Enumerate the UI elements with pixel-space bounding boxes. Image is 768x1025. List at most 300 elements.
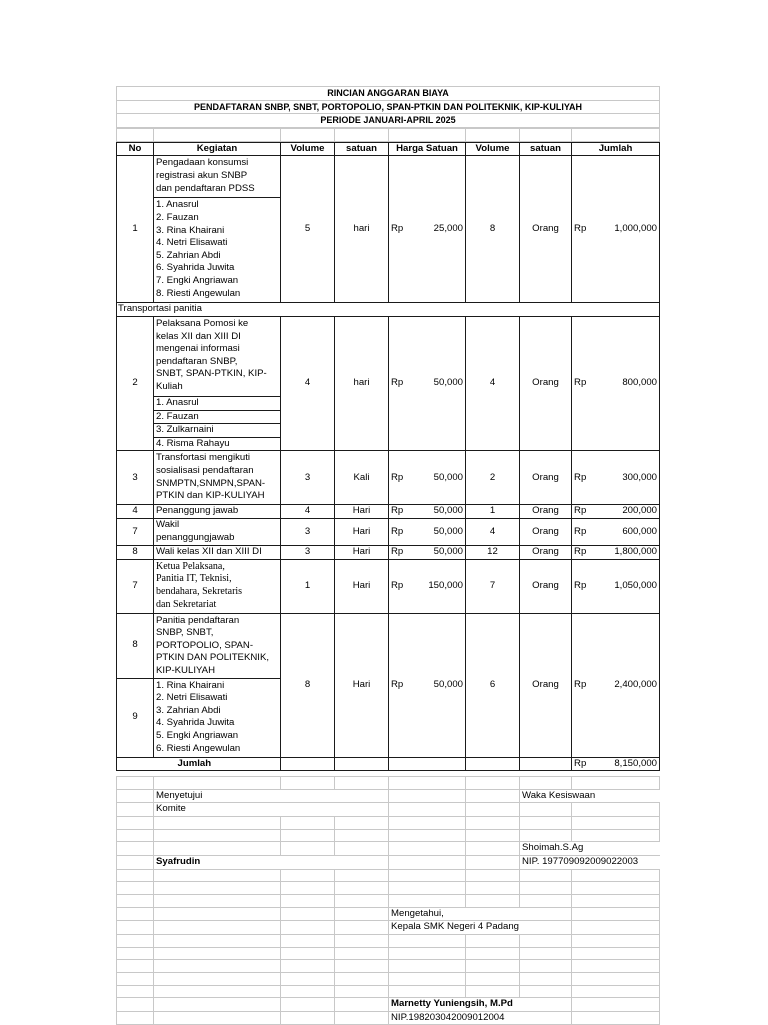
grid-cell — [520, 882, 572, 895]
title-block — [116, 86, 660, 128]
grid-cell — [281, 985, 335, 998]
activity-line: Ketua Pelaksana, — [156, 560, 225, 572]
row-satuan: Hari — [335, 613, 389, 757]
row-price: 50,000 — [407, 316, 466, 450]
grid-cell — [335, 907, 389, 921]
grid-cell — [335, 777, 389, 790]
grid-cell — [389, 882, 466, 895]
center-name: Marnetty Yuniengsih, M.Pd — [389, 998, 572, 1012]
grid-cell — [154, 947, 281, 960]
row-price-currency: Rp — [389, 613, 407, 757]
header-jumlah: Jumlah — [572, 142, 660, 156]
header-satuan-2: satuan — [520, 142, 572, 156]
total-currency: Rp — [572, 757, 592, 771]
name-item: 4. Syahrida Juwita — [156, 717, 235, 729]
row-total: 1,050,000 — [592, 559, 660, 613]
total-label: Jumlah — [154, 757, 281, 771]
left-title1: Menyetujui — [154, 789, 389, 803]
grid-cell — [335, 972, 389, 985]
grid-cell — [117, 998, 154, 1012]
grid-cell — [520, 947, 572, 960]
total-empty — [281, 757, 335, 771]
activity-line: dan pendaftaran PDSS — [156, 182, 255, 194]
grid-cell — [572, 803, 660, 817]
grid-cell — [520, 803, 572, 817]
spacer-cell — [117, 128, 154, 141]
grid-cell — [389, 985, 466, 998]
center-title2: Kepala SMK Negeri 4 Padang — [389, 921, 572, 935]
grid-cell — [117, 855, 154, 869]
grid-cell — [520, 972, 572, 985]
name-item: 4. Risma Rahayu — [154, 437, 280, 451]
activity-line: SNMPTN,SNMPN,SPAN- — [156, 477, 266, 489]
header-kegiatan: Kegiatan — [154, 142, 281, 156]
grid-cell — [335, 817, 389, 830]
grid-cell — [117, 921, 154, 935]
row-price-currency: Rp — [389, 156, 407, 303]
right-nip: NIP. 197709092009022003 — [520, 855, 660, 869]
grid-cell — [281, 998, 335, 1012]
signature-row — [117, 882, 660, 895]
table-row — [117, 505, 660, 519]
row-activity — [154, 613, 281, 678]
spacer-cell — [389, 128, 466, 141]
row-number: 3 — [117, 451, 154, 505]
left-title2: Komite — [154, 803, 389, 817]
total-empty — [335, 757, 389, 771]
spacer-row — [116, 128, 660, 142]
grid-cell — [335, 842, 389, 856]
grid-cell — [520, 777, 572, 790]
grid-cell — [281, 960, 335, 973]
activity-line: Kuliah — [156, 380, 183, 392]
row-price: 150,000 — [407, 559, 466, 613]
row-price-currency: Rp — [389, 505, 407, 519]
grid-cell — [335, 985, 389, 998]
grid-cell — [117, 882, 154, 895]
grid-cell — [466, 960, 520, 973]
budget-sheet — [116, 86, 659, 1025]
total-value: 8,150,000 — [592, 757, 660, 771]
grid-cell — [281, 869, 335, 882]
row-volume-2: 4 — [466, 518, 520, 545]
grid-cell — [389, 934, 466, 947]
grid-cell — [466, 894, 520, 907]
title-line-2: PENDAFTARAN SNBP, SNBT, PORTOPOLIO, SPAN-PTKIN DAN POLITEKNIK, KIP-KULIYAH — [117, 100, 660, 114]
total-spacer — [117, 757, 154, 771]
header-harga-satuan: Harga Satuan — [389, 142, 466, 156]
grid-cell — [117, 947, 154, 960]
grid-cell — [466, 869, 520, 882]
grid-cell — [335, 947, 389, 960]
grid-cell — [466, 934, 520, 947]
row-volume: 5 — [281, 156, 335, 303]
row-total-currency: Rp — [572, 451, 592, 505]
grid-cell — [117, 817, 154, 830]
title-line-3: PERIODE JANUARI-APRIL 2025 — [117, 114, 660, 128]
row-number: 1 — [117, 156, 154, 303]
row-volume-2: 1 — [466, 505, 520, 519]
row-satuan: Hari — [335, 518, 389, 545]
grid-cell — [520, 869, 572, 882]
table-row — [117, 451, 660, 505]
table-row — [117, 316, 660, 450]
row-activity — [154, 316, 281, 450]
table-row — [117, 156, 660, 303]
signature-row — [117, 998, 660, 1012]
signature-row — [117, 803, 660, 817]
grid-cell — [335, 882, 389, 895]
activity-line: registrasi akun SNBP — [156, 169, 248, 181]
grid-cell — [117, 985, 154, 998]
section-label: Transportasi panitia — [117, 303, 660, 317]
grid-cell — [520, 894, 572, 907]
table-row — [117, 518, 660, 545]
row-total-currency: Rp — [572, 505, 592, 519]
activity-line: mengenai informasi — [156, 343, 240, 355]
name-item: 3. Zahrian Abdi — [156, 704, 221, 716]
grid-cell — [520, 829, 572, 842]
grid-cell — [281, 894, 335, 907]
grid-cell — [572, 985, 660, 998]
row-total: 300,000 — [592, 451, 660, 505]
activity-line: PTKIN DAN POLITEKNIK, — [156, 652, 270, 664]
grid-cell — [154, 882, 281, 895]
grid-cell — [389, 803, 466, 817]
signature-row — [117, 817, 660, 830]
activity-line: Pengadaan konsumsi — [156, 157, 249, 169]
grid-cell — [154, 921, 281, 935]
row-volume: 3 — [281, 451, 335, 505]
signature-row — [117, 855, 660, 869]
grid-cell — [117, 894, 154, 907]
grid-cell — [572, 907, 660, 921]
grid-cell — [117, 1011, 154, 1025]
row-total: 1,000,000 — [592, 156, 660, 303]
row-satuan: Hari — [335, 559, 389, 613]
row-number: 7 — [117, 518, 154, 545]
signature-row — [117, 934, 660, 947]
row-total-currency: Rp — [572, 156, 592, 303]
row-satuan-2: Orang — [520, 613, 572, 757]
grid-cell — [466, 829, 520, 842]
activity-line: PTKIN dan KIP-KULIYAH — [156, 490, 265, 502]
row-price: 50,000 — [407, 451, 466, 505]
signature-row — [117, 985, 660, 998]
signature-row — [117, 1011, 660, 1025]
grid-cell — [154, 1011, 281, 1025]
activity-line: bendahara, Sekretaris — [156, 586, 243, 598]
grid-cell — [520, 960, 572, 973]
grid-cell — [154, 972, 281, 985]
grid-cell — [117, 869, 154, 882]
grid-cell — [572, 921, 660, 935]
grid-cell — [281, 829, 335, 842]
row-total: 600,000 — [592, 518, 660, 545]
grid-cell — [281, 972, 335, 985]
row-price-currency: Rp — [389, 316, 407, 450]
name-item: 3. Rina Khairani — [156, 224, 225, 236]
signature-row — [117, 829, 660, 842]
row-satuan: Hari — [335, 505, 389, 519]
right-title: Waka Kesiswaan — [520, 789, 660, 803]
total-empty — [520, 757, 572, 771]
row-price: 50,000 — [407, 505, 466, 519]
row-satuan: Hari — [335, 545, 389, 559]
grid-cell — [281, 934, 335, 947]
name-item: 1. Anasrul — [156, 199, 199, 211]
grid-cell — [389, 777, 466, 790]
row-price: 50,000 — [407, 545, 466, 559]
center-nip: NIP.198203042009012004 — [389, 1011, 572, 1025]
grid-cell — [154, 777, 281, 790]
row-number: 4 — [117, 505, 154, 519]
grid-cell — [154, 829, 281, 842]
grid-cell — [117, 934, 154, 947]
grid-cell — [572, 934, 660, 947]
header-satuan: satuan — [335, 142, 389, 156]
signature-row — [117, 777, 660, 790]
name-item: 4. Netri Elisawati — [156, 237, 228, 249]
row-price: 25,000 — [407, 156, 466, 303]
activity-line: Panitia IT, Teknisi, — [156, 573, 232, 585]
grid-cell — [389, 829, 466, 842]
activity-line: dan Sekretariat — [156, 598, 217, 610]
grid-cell — [281, 882, 335, 895]
grid-cell — [572, 972, 660, 985]
row-price-currency: Rp — [389, 545, 407, 559]
grid-cell — [281, 921, 335, 935]
grid-cell — [389, 817, 466, 830]
signature-row — [117, 907, 660, 921]
activity-line: Transfortasi mengikuti — [156, 452, 251, 464]
signature-row — [117, 789, 660, 803]
spacer-cell — [572, 128, 660, 141]
row-volume: 8 — [281, 613, 335, 757]
row-satuan-2: Orang — [520, 518, 572, 545]
signature-row — [117, 869, 660, 882]
activity-line: SNBT, SPAN-PTKIN, KIP- — [156, 368, 267, 380]
grid-cell — [117, 960, 154, 973]
grid-cell — [466, 855, 520, 869]
row-volume: 3 — [281, 545, 335, 559]
row-satuan-2: Orang — [520, 545, 572, 559]
table-header-row — [117, 142, 660, 156]
row-satuan-2: Orang — [520, 156, 572, 303]
grid-cell — [572, 947, 660, 960]
grid-cell — [335, 869, 389, 882]
grid-cell — [154, 998, 281, 1012]
signature-row — [117, 960, 660, 973]
row-total-currency: Rp — [572, 518, 592, 545]
grid-cell — [572, 777, 660, 790]
spacer-cell — [281, 128, 335, 141]
table-row — [117, 545, 660, 559]
grid-cell — [154, 985, 281, 998]
signature-row — [117, 972, 660, 985]
signature-row — [117, 921, 660, 935]
grid-cell — [466, 972, 520, 985]
row-total-currency: Rp — [572, 559, 592, 613]
grid-cell — [466, 789, 520, 803]
section-row — [117, 303, 660, 317]
name-item: 2. Fauzan — [156, 211, 199, 223]
name-item: 5. Zahrian Abdi — [156, 249, 221, 261]
total-row — [117, 757, 660, 771]
row-volume: 4 — [281, 316, 335, 450]
grid-cell — [154, 960, 281, 973]
activity-line: SNBP, SNBT, — [156, 627, 214, 639]
row-price: 50,000 — [407, 518, 466, 545]
row-names — [154, 678, 281, 757]
grid-cell — [466, 947, 520, 960]
grid-cell — [281, 907, 335, 921]
activity-line: kelas XII dan XIII DI — [156, 330, 241, 342]
name-item: 6. Syahrida Juwita — [156, 262, 235, 274]
signature-row — [117, 894, 660, 907]
row-satuan-2: Orang — [520, 451, 572, 505]
grid-cell — [335, 998, 389, 1012]
grid-cell — [572, 960, 660, 973]
row-price-currency: Rp — [389, 451, 407, 505]
grid-cell — [389, 947, 466, 960]
activity-line: Wakil — [156, 519, 180, 531]
grid-cell — [117, 842, 154, 856]
name-item: 7. Engki Angriawan — [156, 274, 239, 286]
row-satuan-2: Orang — [520, 559, 572, 613]
row-volume-2: 12 — [466, 545, 520, 559]
row-price-currency: Rp — [389, 559, 407, 613]
row-volume-2: 7 — [466, 559, 520, 613]
grid-cell — [154, 869, 281, 882]
center-title1: Mengetahui, — [389, 907, 572, 921]
row-total: 2,400,000 — [592, 613, 660, 757]
grid-cell — [389, 960, 466, 973]
name-item: 5. Engki Angriawan — [156, 729, 239, 741]
grid-cell — [572, 829, 660, 842]
row-volume: 3 — [281, 518, 335, 545]
row-total: 800,000 — [592, 316, 660, 450]
row-volume: 1 — [281, 559, 335, 613]
row-volume-2: 8 — [466, 156, 520, 303]
grid-cell — [572, 869, 660, 882]
grid-cell — [389, 842, 466, 856]
name-item: 1. Anasrul — [154, 396, 280, 410]
row-total: 1,800,000 — [592, 545, 660, 559]
grid-cell — [572, 882, 660, 895]
grid-cell — [335, 1011, 389, 1025]
row-activity — [154, 559, 281, 613]
grid-cell — [117, 803, 154, 817]
grid-cell — [281, 1011, 335, 1025]
grid-cell — [154, 894, 281, 907]
row-total-currency: Rp — [572, 545, 592, 559]
grid-cell — [117, 777, 154, 790]
row-price: 50,000 — [407, 613, 466, 757]
grid-cell — [466, 777, 520, 790]
grid-cell — [466, 817, 520, 830]
activity-line: penanggungjawab — [156, 531, 235, 543]
spacer-cell — [335, 128, 389, 141]
header-volume: Volume — [281, 142, 335, 156]
grid-cell — [466, 985, 520, 998]
row-number: 8 — [117, 545, 154, 559]
activity-line: Pelaksana Pomosi ke — [156, 317, 249, 329]
grid-cell — [520, 934, 572, 947]
grid-cell — [335, 921, 389, 935]
right-name: Shoimah.S.Ag — [520, 842, 660, 856]
activity-line: KIP-KULIYAH — [156, 664, 216, 676]
row-total-currency: Rp — [572, 316, 592, 450]
total-empty — [466, 757, 520, 771]
row-volume-2: 6 — [466, 613, 520, 757]
row-number: 2 — [117, 316, 154, 450]
header-volume-2: Volume — [466, 142, 520, 156]
row-satuan-2: Orang — [520, 316, 572, 450]
row-number: 8 — [117, 613, 154, 678]
grid-cell — [389, 789, 466, 803]
row-number: 9 — [117, 678, 154, 757]
grid-cell — [572, 817, 660, 830]
grid-cell — [117, 907, 154, 921]
grid-cell — [389, 855, 466, 869]
title-line-1: RINCIAN ANGGARAN BIAYA — [117, 87, 660, 101]
row-activity — [154, 518, 281, 545]
row-volume-2: 2 — [466, 451, 520, 505]
activity-line: PORTOPOLIO, SPAN- — [156, 639, 254, 651]
spacer-cell — [520, 128, 572, 141]
grid-cell — [389, 869, 466, 882]
activity-line: sosialisasi pendaftaran — [156, 464, 254, 476]
grid-cell — [466, 803, 520, 817]
grid-cell — [466, 882, 520, 895]
row-satuan-2: Orang — [520, 505, 572, 519]
grid-cell — [389, 894, 466, 907]
grid-cell — [117, 789, 154, 803]
row-activity: Penanggung jawab — [154, 505, 281, 519]
spacer-cell — [466, 128, 520, 141]
grid-cell — [466, 842, 520, 856]
row-activity: Wali kelas XII dan XIII DI — [154, 545, 281, 559]
name-item: 6. Riesti Angewulan — [156, 742, 241, 754]
budget-table — [116, 142, 660, 771]
table-row — [117, 613, 660, 678]
table-row — [117, 559, 660, 613]
row-activity — [154, 156, 281, 303]
row-total: 200,000 — [592, 505, 660, 519]
spacer-cell — [154, 128, 281, 141]
row-volume-2: 4 — [466, 316, 520, 450]
grid-cell — [572, 998, 660, 1012]
grid-cell — [154, 934, 281, 947]
grid-cell — [572, 894, 660, 907]
grid-cell — [335, 960, 389, 973]
row-total-currency: Rp — [572, 613, 592, 757]
grid-cell — [572, 1011, 660, 1025]
row-price-currency: Rp — [389, 518, 407, 545]
name-item: 2. Netri Elisawati — [156, 692, 228, 704]
grid-cell — [335, 829, 389, 842]
grid-cell — [117, 972, 154, 985]
grid-cell — [389, 972, 466, 985]
grid-cell — [154, 842, 281, 856]
name-item: 3. Zulkarnaini — [154, 423, 280, 437]
row-satuan: hari — [335, 316, 389, 450]
total-empty — [389, 757, 466, 771]
activity-line: pendaftaran SNBP, — [156, 355, 238, 367]
grid-cell — [520, 985, 572, 998]
signature-grid — [116, 776, 660, 1025]
